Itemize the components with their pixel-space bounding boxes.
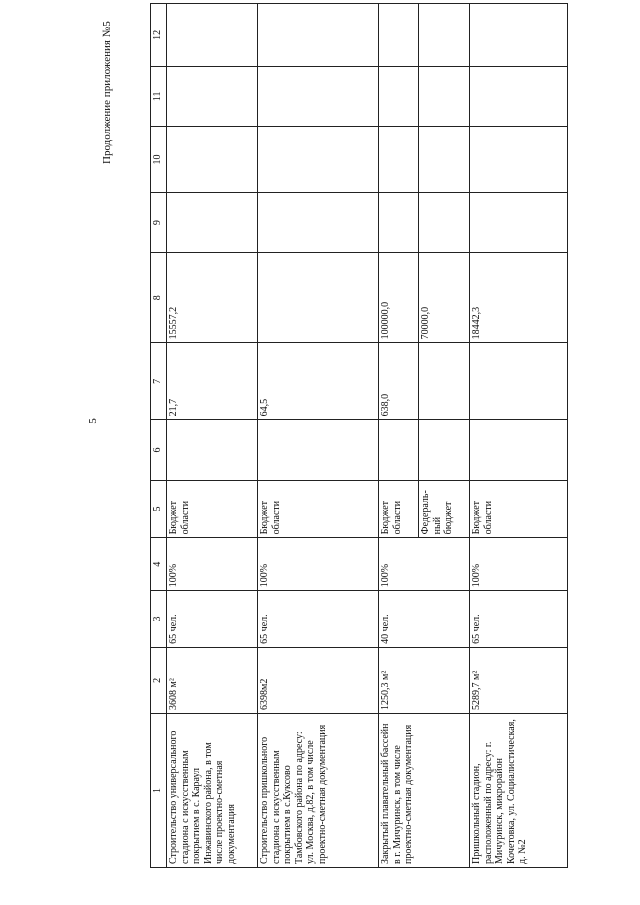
appendix-caption: Продолжение приложения №5 <box>101 21 113 164</box>
object-readiness: 100% <box>379 538 470 591</box>
object-name: Строительство универсального стадиона с искусственным покрытием в с. Караул Инжавинского района, в том числе проектно-сметная документация <box>167 713 258 867</box>
cell-col6 <box>419 420 470 480</box>
cell-col8 <box>258 253 379 343</box>
cell-col7 <box>419 343 470 420</box>
cell-col12 <box>470 4 568 67</box>
cell-col7 <box>470 343 568 420</box>
object-area: 1250,3 м² <box>379 647 470 713</box>
object-capacity: 65 чел. <box>470 591 568 648</box>
column-number: 2 <box>151 647 167 713</box>
object-capacity: 65 чел. <box>167 591 258 648</box>
page-number: 5 <box>86 418 99 424</box>
cell-col9 <box>379 193 419 253</box>
cell-col7: 638,0 <box>379 343 419 420</box>
cell-col11 <box>379 66 419 126</box>
column-number: 4 <box>151 538 167 591</box>
cell-col12 <box>379 4 419 67</box>
funding-source: Бюджет области <box>470 480 568 538</box>
cell-col8: 18442,3 <box>470 253 568 343</box>
cell-col12 <box>167 4 258 67</box>
column-number: 8 <box>151 253 167 343</box>
object-readiness: 100% <box>470 538 568 591</box>
appendix-table <box>150 3 568 868</box>
cell-col11 <box>258 66 379 126</box>
cell-col9 <box>258 193 379 253</box>
column-number: 6 <box>151 420 167 480</box>
table-row <box>470 4 568 868</box>
column-number: 7 <box>151 343 167 420</box>
cell-col11 <box>470 66 568 126</box>
object-capacity: 40 чел. <box>379 591 470 648</box>
cell-col12 <box>258 4 379 67</box>
cell-col9 <box>167 193 258 253</box>
cell-col6 <box>167 420 258 480</box>
column-number: 9 <box>151 193 167 253</box>
funding-source-federal: Федераль-ный бюджет <box>419 480 470 538</box>
column-number: 1 <box>151 713 167 867</box>
object-capacity: 65 чел. <box>258 591 379 648</box>
cell-col11 <box>167 66 258 126</box>
object-area: 3608 м² <box>167 647 258 713</box>
cell-col10 <box>470 126 568 192</box>
funding-source: Бюджет области <box>167 480 258 538</box>
object-name: Пришкольный стадион, расположенный по адресу: г. Мичуринск, микрорайон Кочетовка, ул. Социалистическая, д. №2 <box>470 713 568 867</box>
cell-col10 <box>258 126 379 192</box>
cell-col8: 15557,2 <box>167 253 258 343</box>
cell-col11 <box>419 66 470 126</box>
column-number: 12 <box>151 4 167 67</box>
object-area: 6398м2 <box>258 647 379 713</box>
funding-source: Бюджет области <box>258 480 379 538</box>
funding-source: Бюджет области <box>379 480 419 538</box>
column-number: 10 <box>151 126 167 192</box>
cell-col9 <box>419 193 470 253</box>
table-row <box>258 4 379 868</box>
object-readiness: 100% <box>258 538 379 591</box>
object-readiness: 100% <box>167 538 258 591</box>
object-name: Закрытый плавательный бассейн в г. Мичуринск, в том числе проектно-сметная документация <box>379 713 470 867</box>
cell-col12 <box>419 4 470 67</box>
cell-col7: 64,5 <box>258 343 379 420</box>
cell-col8: 100000,0 <box>379 253 419 343</box>
cell-col10 <box>419 126 470 192</box>
cell-col8: 70000,0 <box>419 253 470 343</box>
cell-col6 <box>258 420 379 480</box>
column-number: 11 <box>151 66 167 126</box>
table-row <box>167 4 258 868</box>
cell-col10 <box>167 126 258 192</box>
cell-col6 <box>470 420 568 480</box>
cell-col9 <box>470 193 568 253</box>
table-row <box>379 4 419 868</box>
cell-col7: 21,7 <box>167 343 258 420</box>
cell-col10 <box>379 126 419 192</box>
column-number: 3 <box>151 591 167 648</box>
column-number-row <box>151 4 167 868</box>
appendix-table-wrap <box>150 3 578 868</box>
object-area: 5289,7 м² <box>470 647 568 713</box>
object-name: Строительство пришкольного стадиона с искусственным покрытием в с.Куксово Тамбовского района по адресу: ул. Москва, д.82, в том числе проектно-сметная документация <box>258 713 379 867</box>
column-number: 5 <box>151 480 167 538</box>
cell-col6 <box>379 420 419 480</box>
